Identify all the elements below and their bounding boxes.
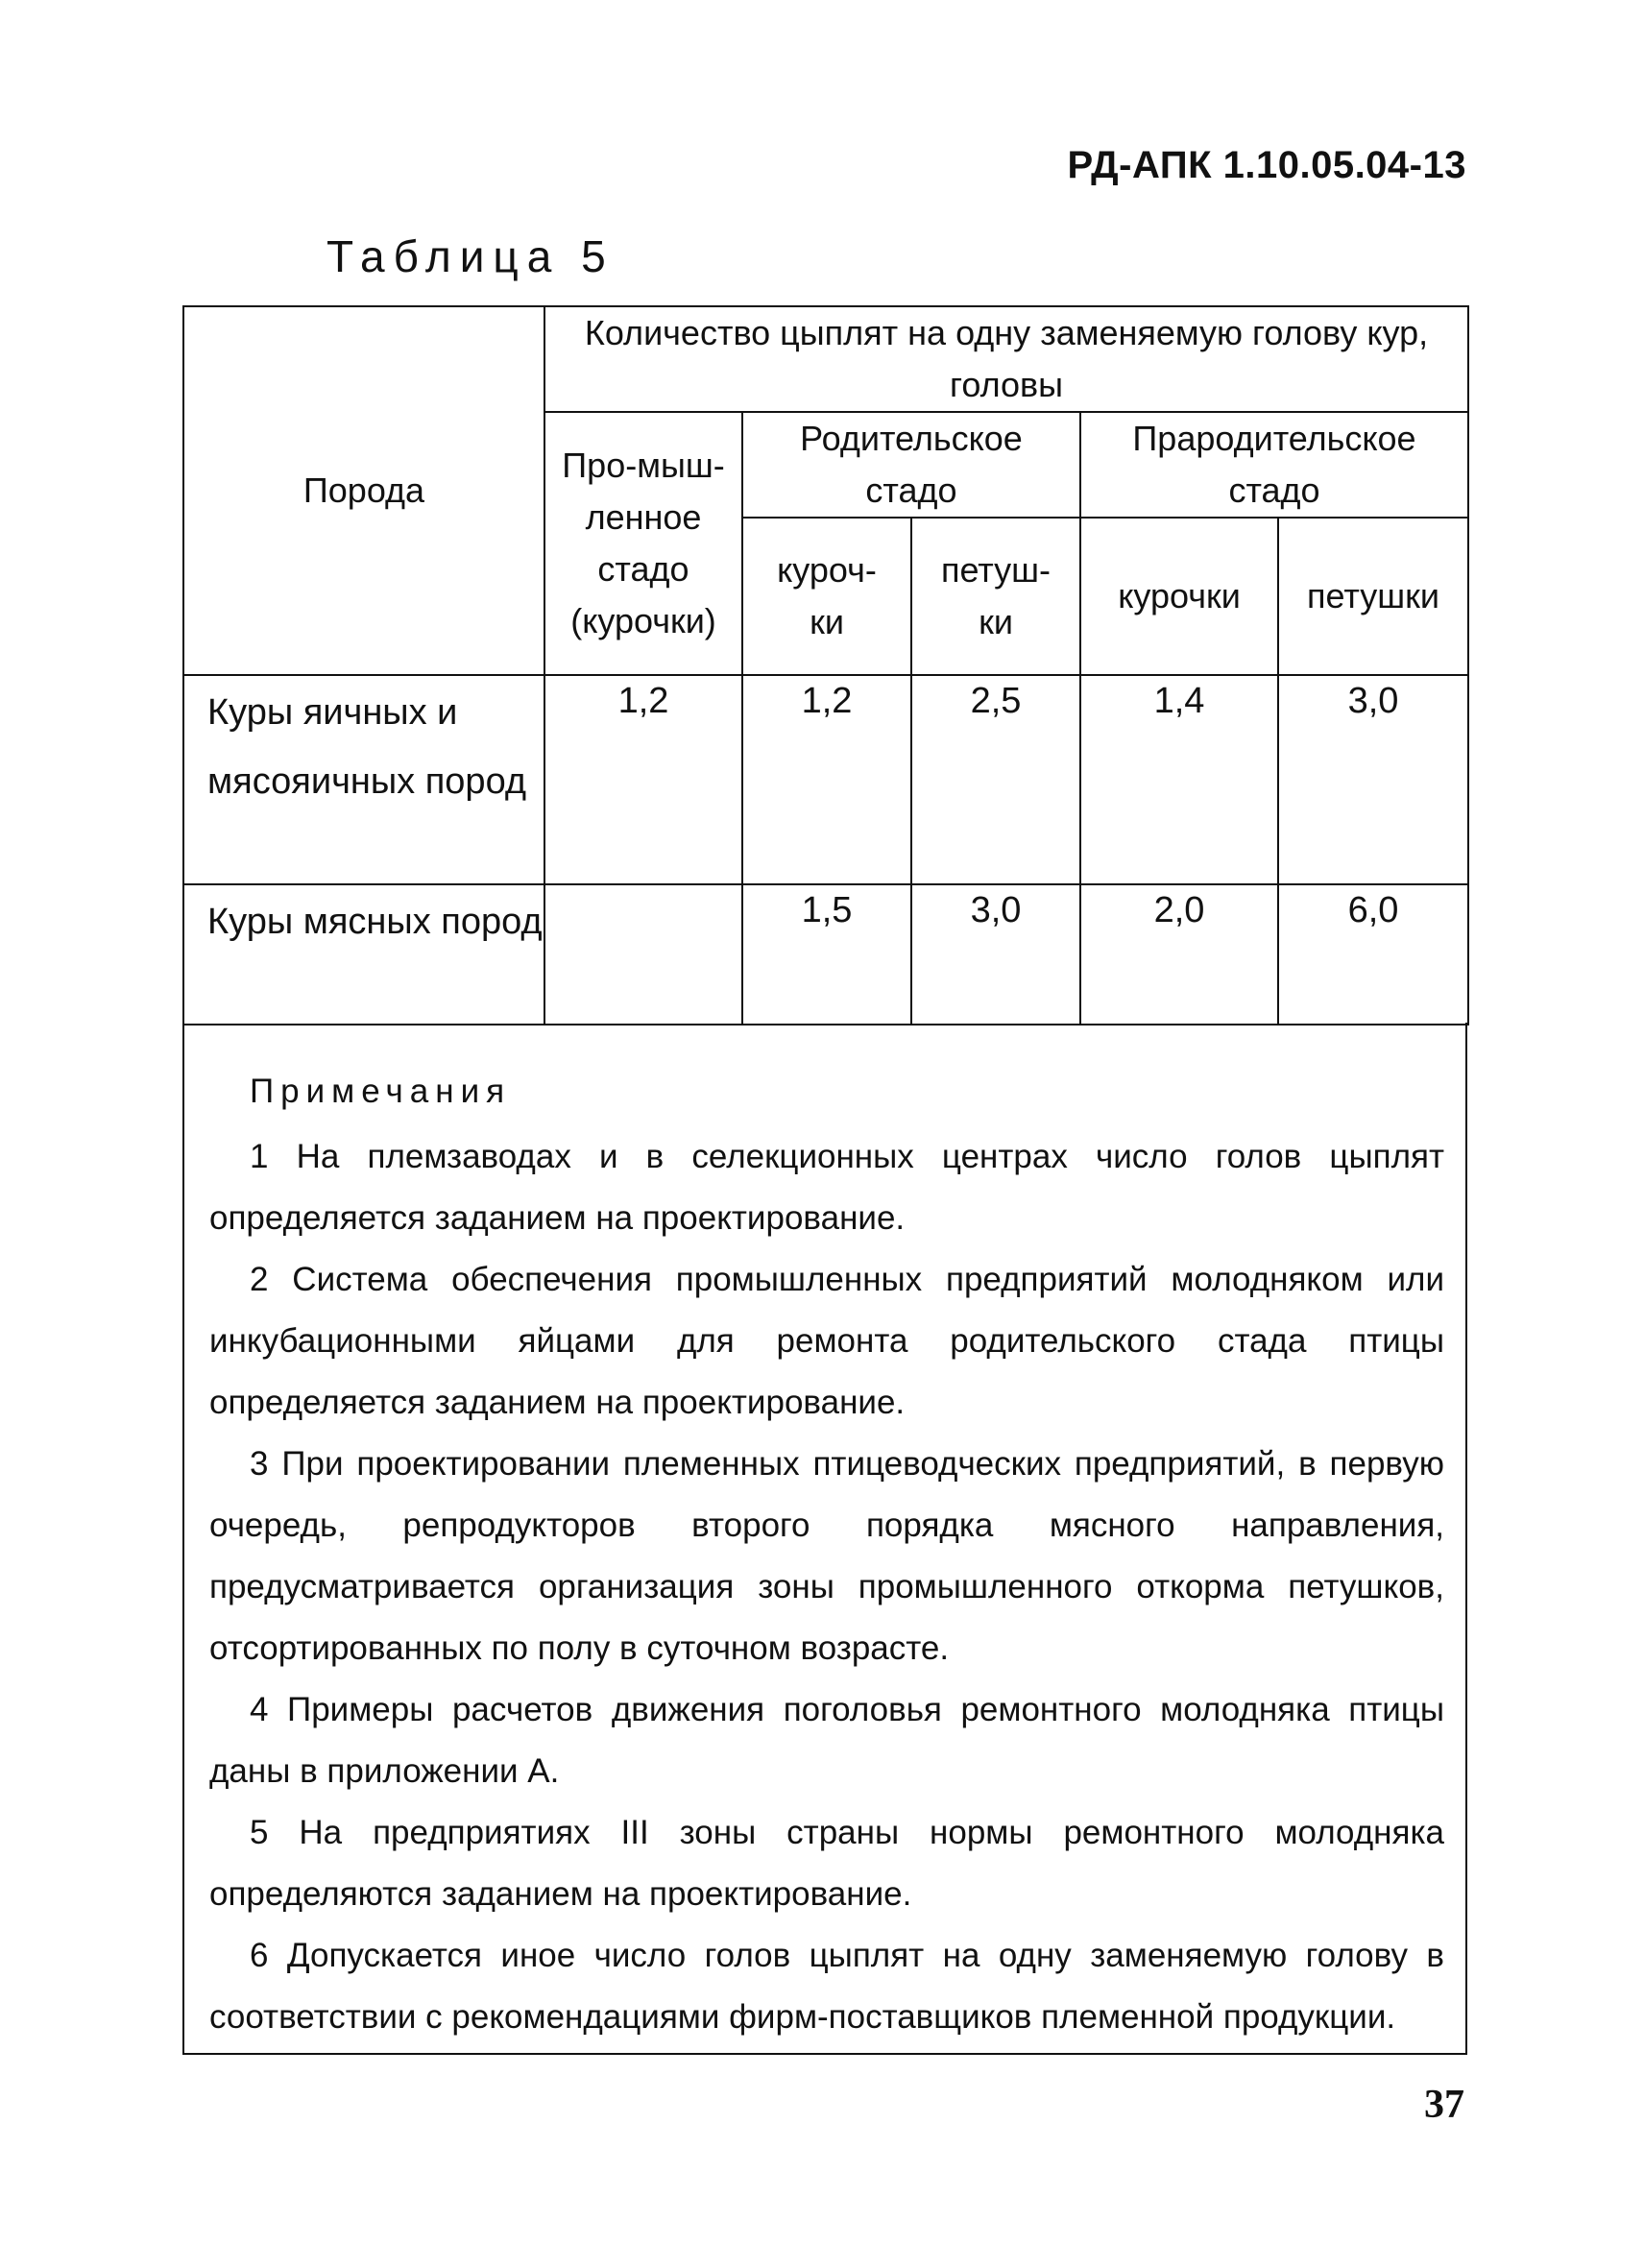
header-grandparent-roosters: петушки: [1278, 518, 1468, 675]
note-item: 4 Примеры расчетов движения поголовья ремонтного молодняка птицы даны в приложении А.: [209, 1691, 1444, 1790]
notes-box: [182, 1023, 1467, 2055]
row-parent-roosters-value: 2,5: [911, 675, 1080, 884]
row-breed: Куры мясных пород: [183, 884, 544, 1025]
table-row: [183, 884, 1468, 1025]
header-parent-flock: Родительское стадо: [742, 412, 1080, 518]
row-gp-roosters-value: 6,0: [1278, 884, 1468, 1025]
header-parent-roosters: петуш-ки: [911, 518, 1080, 675]
chick-ratio-table: [182, 305, 1469, 1025]
row-parent-hens-value: 1,2: [742, 675, 911, 884]
notes-heading: Примечания: [250, 1073, 512, 1110]
header-breed: Порода: [183, 306, 544, 675]
row-gp-roosters-value: 3,0: [1278, 675, 1468, 884]
row-gp-hens-value: 1,4: [1080, 675, 1278, 884]
note-item: 6 Допускается иное число голов цыплят на одну заменяемую голову в соответствии с рекомендациями фирм-поставщиков племенной продукции.: [209, 1937, 1444, 2036]
document-code: РД-АПК 1.10.05.04-13: [1067, 144, 1466, 186]
note-item: 2 Система обеспечения промышленных предприятий молодняком или инкубационными яйцами для ремонта родительского стада птицы определяется заданием на проектирование.: [209, 1261, 1444, 1421]
row-industrial-value: 1,2: [544, 675, 742, 884]
table-row: [183, 675, 1468, 884]
header-chicks-per-head: Количество цыплят на одну заменяемую голову кур, головы: [544, 306, 1468, 412]
header-parent-hens: куроч-ки: [742, 518, 911, 675]
note-item: 1 На племзаводах и в селекционных центрах число голов цыплят определяется заданием на проектирование.: [209, 1138, 1444, 1237]
row-breed: Куры яичных и мясояичных пород: [183, 675, 544, 884]
row-gp-hens-value: 2,0: [1080, 884, 1278, 1025]
row-parent-hens-value: 1,5: [742, 884, 911, 1025]
note-item: 5 На предприятиях III зоны страны нормы ремонтного молодняка определяются заданием на проектирование.: [209, 1814, 1444, 1913]
note-item: 3 При проектировании племенных птицеводческих предприятий, в первую очередь, репродукторов второго порядка мясного направления, предусматривается организация зоны промышленного откорма петушков, отсортированных по полу в суточном возрасте.: [209, 1445, 1444, 1667]
row-industrial-value: [544, 884, 742, 1025]
page-number: 37: [1424, 2083, 1464, 2127]
table-title: Таблица 5: [326, 231, 615, 281]
header-grandparent-hens: курочки: [1080, 518, 1278, 675]
header-industrial-flock: Про-мыш-ленное стадо (курочки): [544, 412, 742, 675]
header-grandparent-flock: Прародительское стадо: [1080, 412, 1468, 518]
row-parent-roosters-value: 3,0: [911, 884, 1080, 1025]
